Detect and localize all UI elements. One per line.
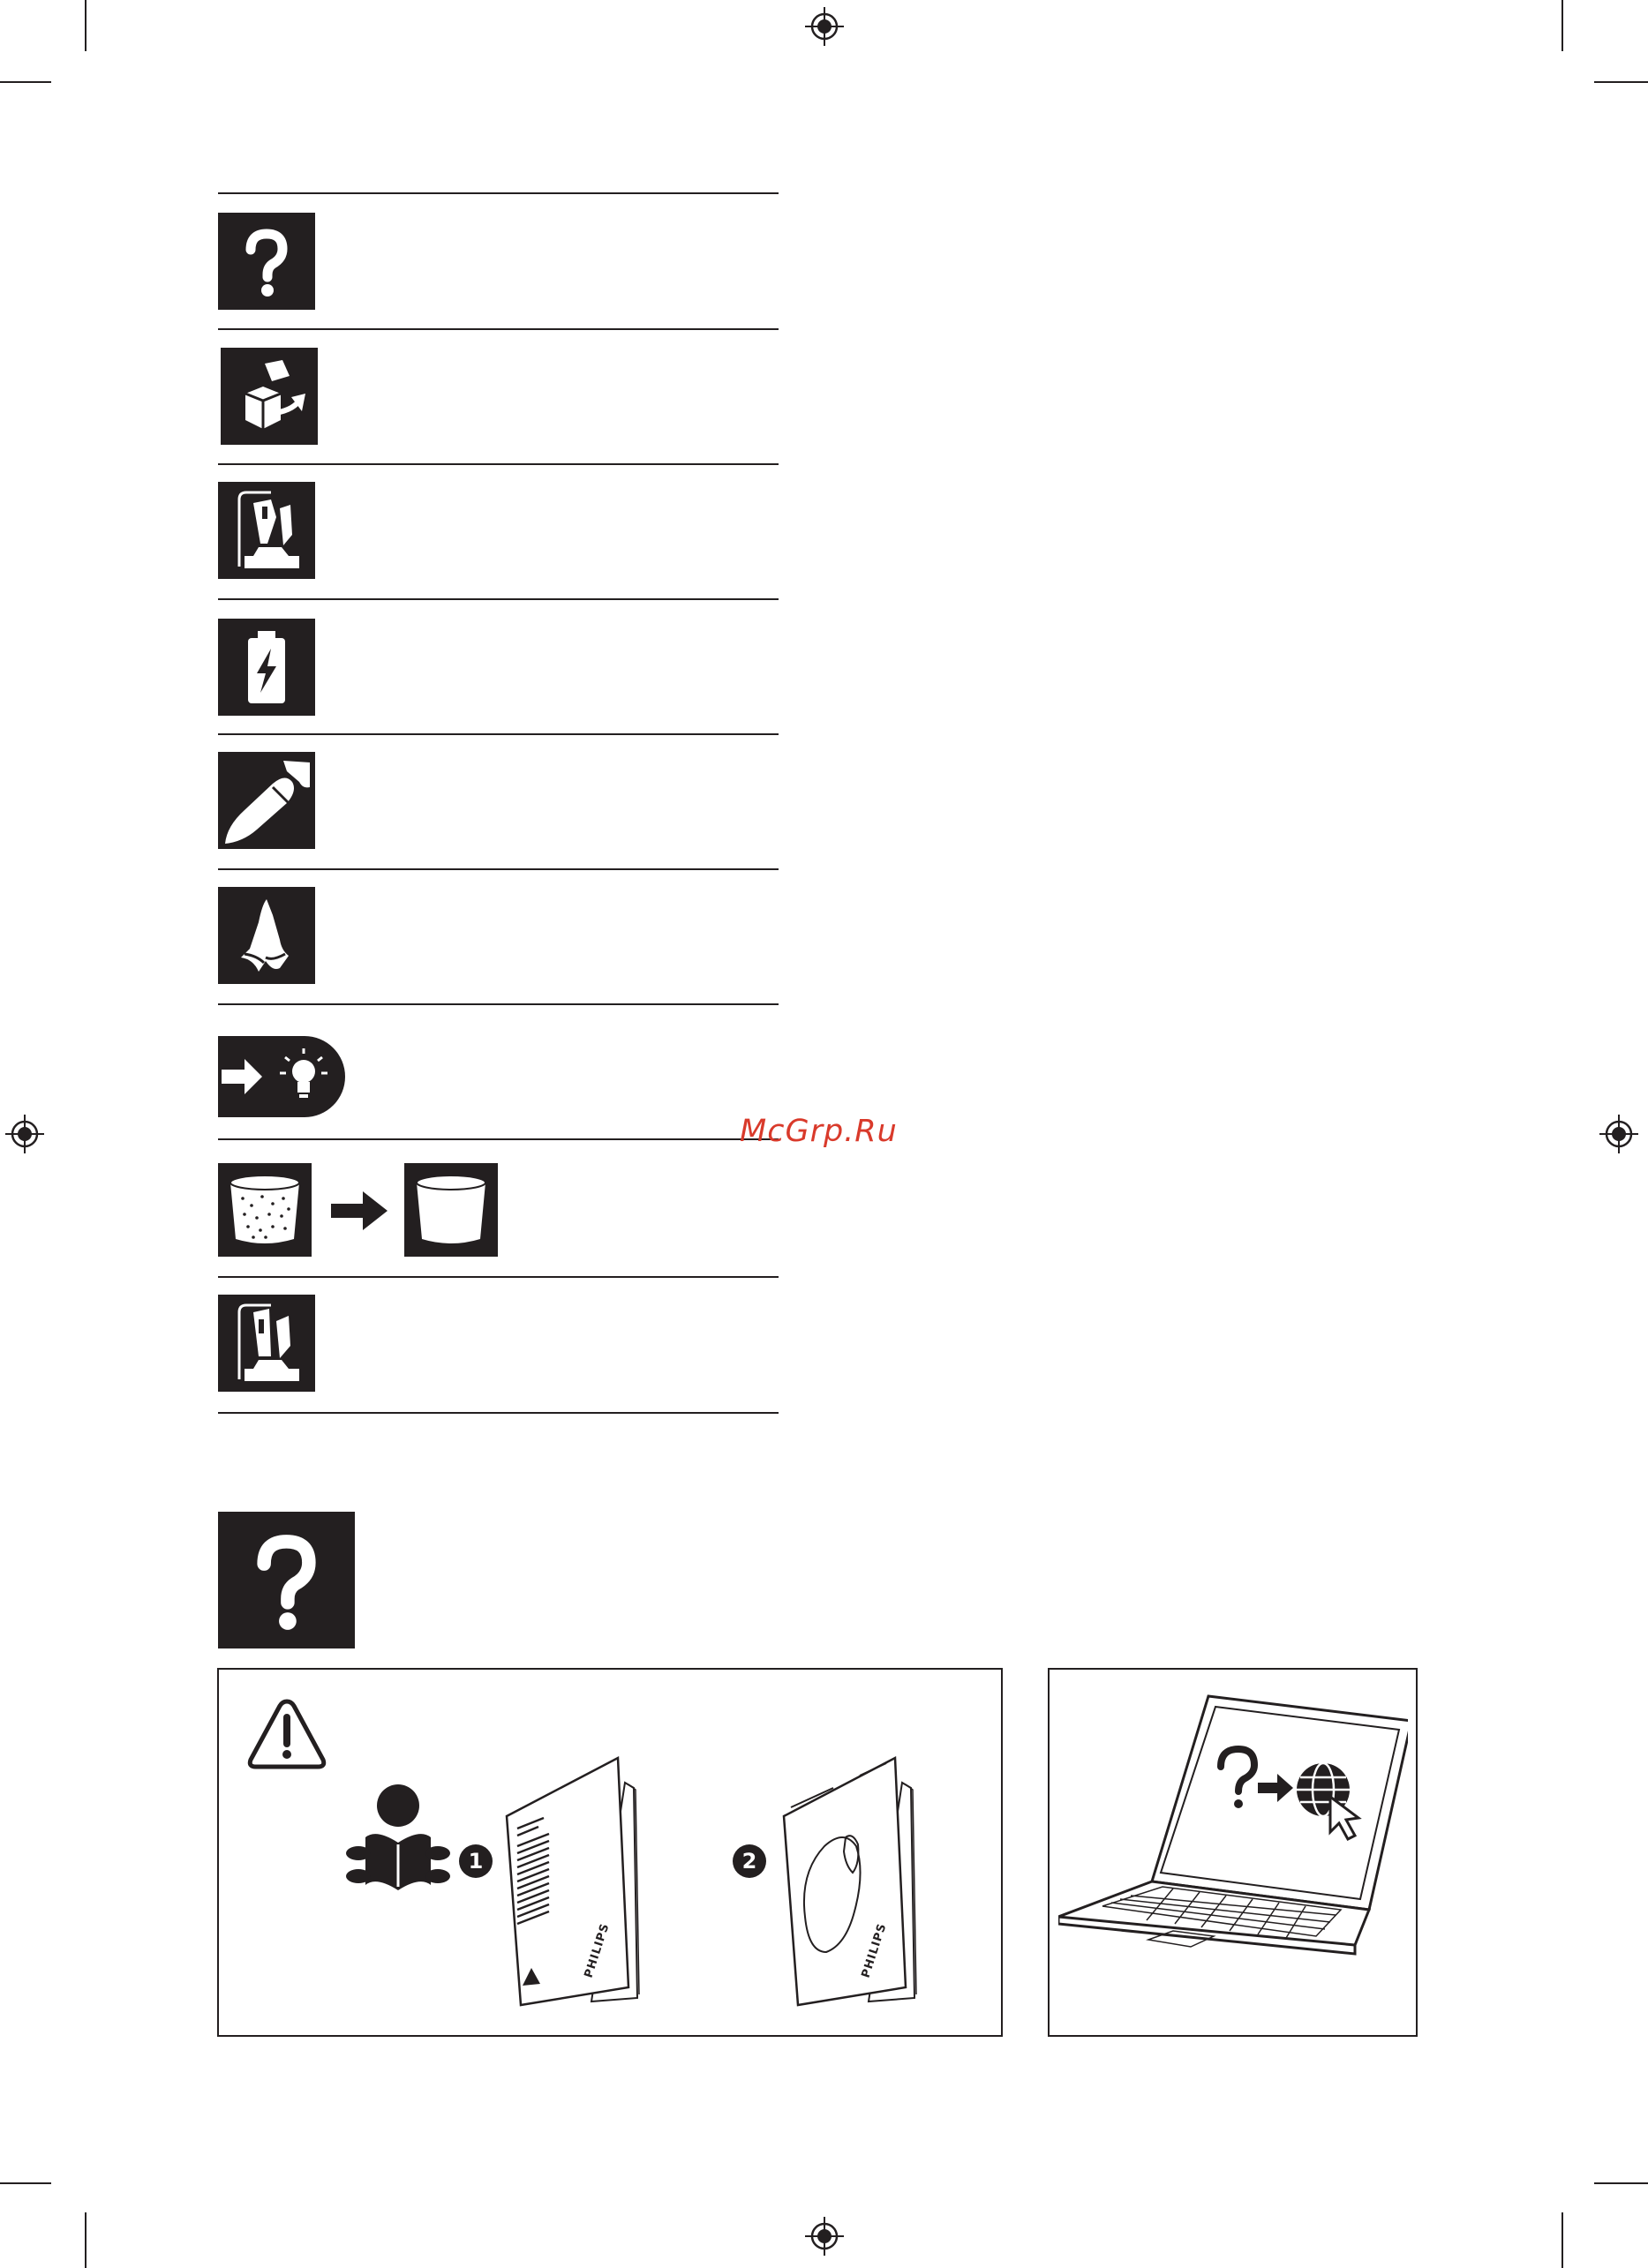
watermark: McGrp.Ru xyxy=(740,1114,898,1149)
storage-on-stand-icon[interactable] xyxy=(218,1295,315,1392)
crop-mark xyxy=(1561,0,1563,51)
booklet-1-badge: 1 xyxy=(459,1844,493,1878)
appliance-on-stand-icon[interactable] xyxy=(218,482,315,579)
divider xyxy=(218,598,779,600)
quick-start-booklet xyxy=(780,1714,948,2014)
documentation-panel xyxy=(217,1668,1003,2037)
question-mark-icon[interactable] xyxy=(218,1512,355,1648)
divider xyxy=(218,1276,779,1278)
divider xyxy=(218,328,779,330)
divider xyxy=(218,868,779,870)
online-support-panel xyxy=(1048,1668,1418,2037)
warning-triangle-icon xyxy=(245,1696,328,1772)
filter-clean-icon[interactable] xyxy=(404,1163,498,1257)
registration-mark-icon xyxy=(1599,1115,1638,1153)
brand-logo: PHILIPS xyxy=(582,1921,613,1980)
registration-mark-icon xyxy=(805,2217,844,2256)
battery-charging-icon[interactable] xyxy=(218,619,315,716)
user-manual-booklet xyxy=(503,1714,671,2014)
crop-mark xyxy=(0,81,51,83)
question-mark-icon[interactable] xyxy=(218,213,315,310)
person-reading-icon xyxy=(342,1781,454,1897)
crop-mark xyxy=(85,0,87,51)
arrow-right-icon xyxy=(331,1190,389,1232)
divider xyxy=(218,1138,779,1140)
laptop-question-to-web-icon xyxy=(1058,1687,1408,1987)
booklet-2-badge: 2 xyxy=(733,1844,766,1878)
registration-mark-icon xyxy=(5,1115,44,1153)
handheld-vacuum-icon[interactable] xyxy=(218,752,315,849)
crop-mark xyxy=(1561,2212,1563,2268)
crop-mark xyxy=(1594,2182,1648,2184)
divider xyxy=(218,1412,779,1414)
crop-mark xyxy=(1594,81,1648,83)
cloth-cleaning-icon[interactable] xyxy=(218,887,315,984)
divider xyxy=(218,192,779,194)
divider xyxy=(218,463,779,465)
filter-dirty-icon[interactable] xyxy=(218,1163,312,1257)
crop-mark xyxy=(0,2182,51,2184)
crop-mark xyxy=(85,2212,87,2268)
divider xyxy=(218,733,779,735)
registration-mark-icon xyxy=(805,7,844,46)
unboxing-icon[interactable] xyxy=(221,348,318,445)
brand-logo: PHILIPS xyxy=(859,1921,890,1980)
divider xyxy=(218,1003,779,1005)
tip-lightbulb-icon[interactable] xyxy=(218,1036,345,1117)
